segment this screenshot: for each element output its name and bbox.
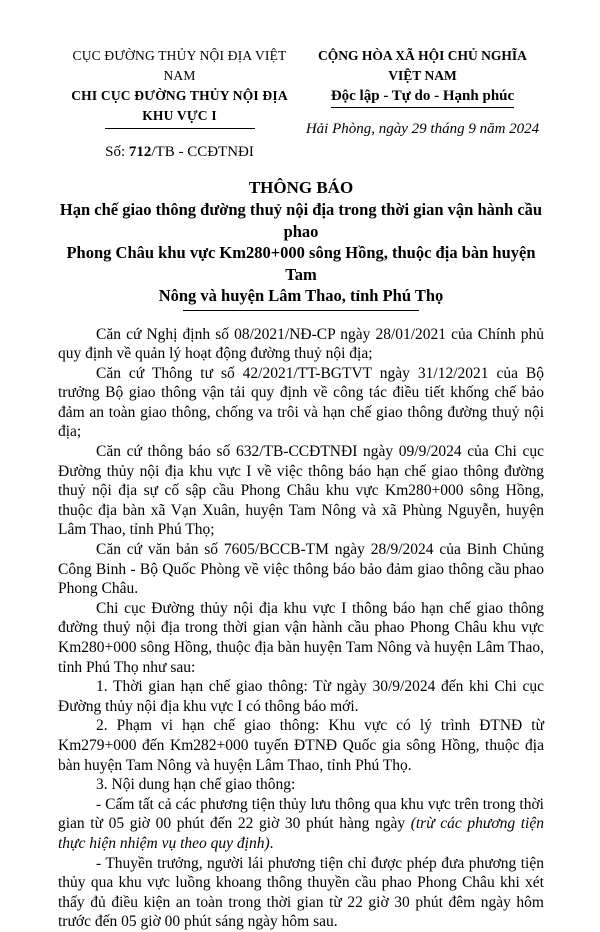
document-number [58,144,301,161]
document-number-suffix: /TB - CCĐTNĐI [151,144,254,160]
restriction-ban-period: . [269,834,274,852]
body-paragraph-announcement: Chi cục Đường thủy nội địa khu vực I thông báo hạn chế giao thông đường thuỷ nội địa trong thời gian vận hành cầu phao Phong Châu khu vực Km280+000 sông Hồng, thuộc địa bàn huyện Tam Nông và huyện Lâm Thao, tỉnh Phú Thọ như sau: [58,599,544,676]
place-date-line: Hải Phòng, ngày 29 tháng 9 năm 2024 [305,121,540,137]
document-body [58,325,544,932]
document-number-value: 712 [128,144,152,160]
document-subtitle-line-1: Hạn chế giao thông đường thuỷ nội địa trong thời gian vận hành cầu phao [59,200,543,241]
restriction-ban-text: - Cấm tất cả các phương tiện thủy lưu thông qua khu vực trên trong thời gian từ 05 giờ 00 phút đến 22 giờ 30 phút hàng ngày [58,795,544,833]
document-subtitle-line-2: Phong Châu khu vực Km280+000 sông Hồng, thuộc địa bàn huyện Tam [66,243,536,284]
document-header [58,46,544,161]
body-paragraph-item-3-content: 3. Nội dung hạn chế giao thông: [96,776,296,794]
restriction-ban-exception: (trừ các phương tiện thực hiện nhiệm vụ theo quy định) [58,815,544,852]
parent-agency-name: CỤC ĐƯỜNG THỦY NỘI ĐỊA VIỆT NAM [72,48,287,83]
body-paragraph-restriction-ban [58,795,544,854]
agency-underline-rule [105,128,255,129]
national-motto: Độc lập - Tự do - Hạnh phúc [331,87,514,108]
body-paragraph-legal-basis-4: Căn cứ văn bản số 7605/BCCB-TM ngày 28/9/2024 của Binh Chủng Công Binh - Bộ Quốc Phòng về việc thông báo bảo đảm giao thông cầu phao Phong Châu. [58,541,544,598]
document-subtitle-line-3: Nông và huyện Lâm Thao, tỉnh Phú Thọ [158,286,444,305]
issuing-agency-block [58,46,301,161]
issuing-agency-name: CHI CỤC ĐƯỜNG THỦY NỘI ĐỊA KHU VỰC I [71,88,288,123]
body-paragraph-item-1-time: 1. Thời gian hạn chế giao thông: Từ ngày 30/9/2024 đến khi Chi cục Đường thủy nội địa khu vực I có thông báo mới. [58,678,544,715]
body-paragraph-legal-basis-3: Căn cứ thông báo số 632/TB-CCĐTNĐI ngày 09/9/2024 của Chi cục Đường thủy nội địa khu vực I về việc thông báo hạn chế giao thông đường thuỷ nội địa sự cố sập cầu Phong Châu khu vực Km280+000 sông Hồng, thuộc địa bàn xã Vạn Xuân, huyện Tam Nông và xã Phùng Nguyễn, huyện Lâm Thao, tỉnh Phú Thọ; [58,443,544,539]
document-number-label: Số: [105,144,129,160]
document-type-title: THÔNG BÁO [248,178,354,197]
body-paragraph-legal-basis-1: Căn cứ Nghị định số 08/2021/NĐ-CP ngày 28/01/2021 của Chính phủ quy định về quản lý hoạt động đường thuỷ nội địa; [58,325,544,363]
body-paragraph-item-2-scope: 2. Phạm vi hạn chế giao thông: Khu vực có lý trình ĐTNĐ từ Km279+000 đến Km282+000 tuyến ĐTNĐ Quốc gia sông Hồng, thuộc địa bàn huyện Tam Nông và huyện Lâm Thao, tỉnh Phú Thọ. [58,717,544,774]
national-title: CỘNG HÒA XÃ HỘI CHỦ NGHĨA VIỆT NAM [318,48,527,83]
body-paragraph-restriction-passage: - Thuyền trưởng, người lái phương tiện chỉ được phép đưa phương tiện thủy qua khu vực luồng khoang thông thuyền cầu phao Phong Châu khi xét thấy đủ điều kiện an toàn trong thời gian từ 22 giờ 30 phút đêm ngày hôm trước đến 05 giờ 00 phút sáng ngày hôm sau. [58,854,544,931]
title-block [58,177,544,311]
national-header-block [301,46,544,138]
body-paragraph-legal-basis-2: Căn cứ Thông tư số 42/2021/TT-BGTVT ngày 31/12/2021 của Bộ trưởng Bộ giao thông vận tải quy định về công tác điều tiết khống chế bảo đảm an toàn giao thông, chống va trôi và hạn chế giao thông đường thuỷ nội địa; [58,364,544,441]
title-underline-rule [183,310,419,311]
